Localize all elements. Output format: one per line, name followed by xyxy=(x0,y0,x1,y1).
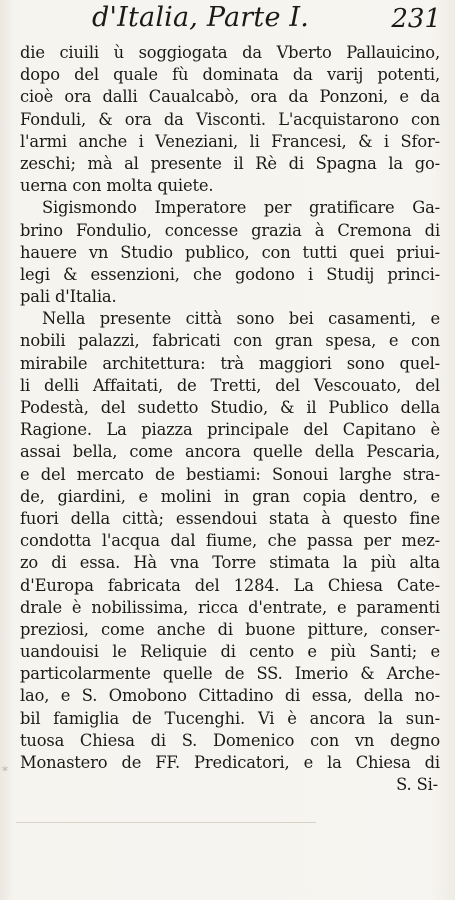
text-line: tuosa Chiesa di S. Domenico con vn degno xyxy=(20,730,440,750)
text-line: legi & essenzioni, che godono i Studij princi- xyxy=(20,264,440,284)
text-line: de, giardini, e molini in gran copia dentro, e xyxy=(20,486,440,506)
text-line: cioè ora dalli Caualcabò, ora da Ponzoni, e da xyxy=(20,87,440,107)
text-line: fuori della città; essendoui stata à questo fine xyxy=(20,508,440,528)
text-line: uerna con molta quiete. xyxy=(20,176,214,196)
text-line: nobili palazzi, fabricati con gran spesa, e con xyxy=(20,331,440,351)
text-line: pali d'Italia. xyxy=(20,287,117,307)
paragraph-first-line: Nella presente città sono bei casamenti, e xyxy=(42,309,440,329)
text-line: d'Europa fabricata del 1284. La Chiesa Cate- xyxy=(20,575,440,595)
text-line: lao, e S. Omobono Cittadino di essa, della no- xyxy=(20,686,440,706)
text-line: li delli Affaitati, de Tretti, del Vescouato, del xyxy=(20,375,440,395)
text-line: bil famiglia de Tucenghi. Vi è ancora la sun- xyxy=(20,708,440,728)
text-line: l'armi anche i Veneziani, li Francesi, & i Sfor- xyxy=(20,131,440,151)
page-header xyxy=(0,2,455,42)
bleed-through-line xyxy=(16,822,316,823)
text-line: brino Fondulio, concesse grazia à Cremona di xyxy=(20,220,440,240)
text-line: Ragione. La piazza principale del Capitano è xyxy=(20,420,440,440)
text-line: Podestà, del sudetto Studio, & il Publico della xyxy=(20,398,440,417)
paragraph-first-line: Sigismondo Imperatore per gratificare Ga- xyxy=(42,198,440,218)
body-text xyxy=(20,42,440,796)
page-number: 231 xyxy=(391,4,441,34)
text-line: die ciuili ù soggiogata da Vberto Pallauicino, xyxy=(20,43,440,62)
text-line: zo di essa. Hà vna Torre stimata la più alta xyxy=(20,553,440,573)
text-line: zeschi; mà al presente il Rè di Spagna la go- xyxy=(20,153,440,173)
text-line: drale è nobilissima, ricca d'entrate, e paramenti xyxy=(20,597,440,617)
text-line: assai bella, come ancora quelle della Pescaria, xyxy=(20,442,440,462)
running-head: d'Italia, Parte I. xyxy=(92,2,310,33)
text-line: particolarmente quelle de SS. Imerio & Arche- xyxy=(20,664,440,684)
text-line: Monastero de FF. Predicatori, e la Chiesa di xyxy=(20,753,440,772)
text-line: dopo del quale fù dominata da varij potenti, xyxy=(20,65,440,85)
text-line: e del mercato de bestiami: Sonoui larghe stra- xyxy=(20,464,440,484)
margin-mark: ⁎ xyxy=(2,760,8,774)
text-line: uandouisi le Reliquie di cento e più Santi; e xyxy=(20,642,440,662)
text-line: preziosi, come anche di buone pitture, conser- xyxy=(20,619,440,639)
text-line: condotta l'acqua dal fiume, che passa per mez- xyxy=(20,531,440,551)
text-line: Fonduli, & ora da Visconti. L'acquistarono con xyxy=(20,109,440,129)
catchword: S. Si- xyxy=(396,775,438,795)
text-line: hauere vn Studio publico, con tutti quei priui- xyxy=(20,242,440,262)
text-line: mirabile architettura: trà maggiori sono quel- xyxy=(20,353,440,373)
